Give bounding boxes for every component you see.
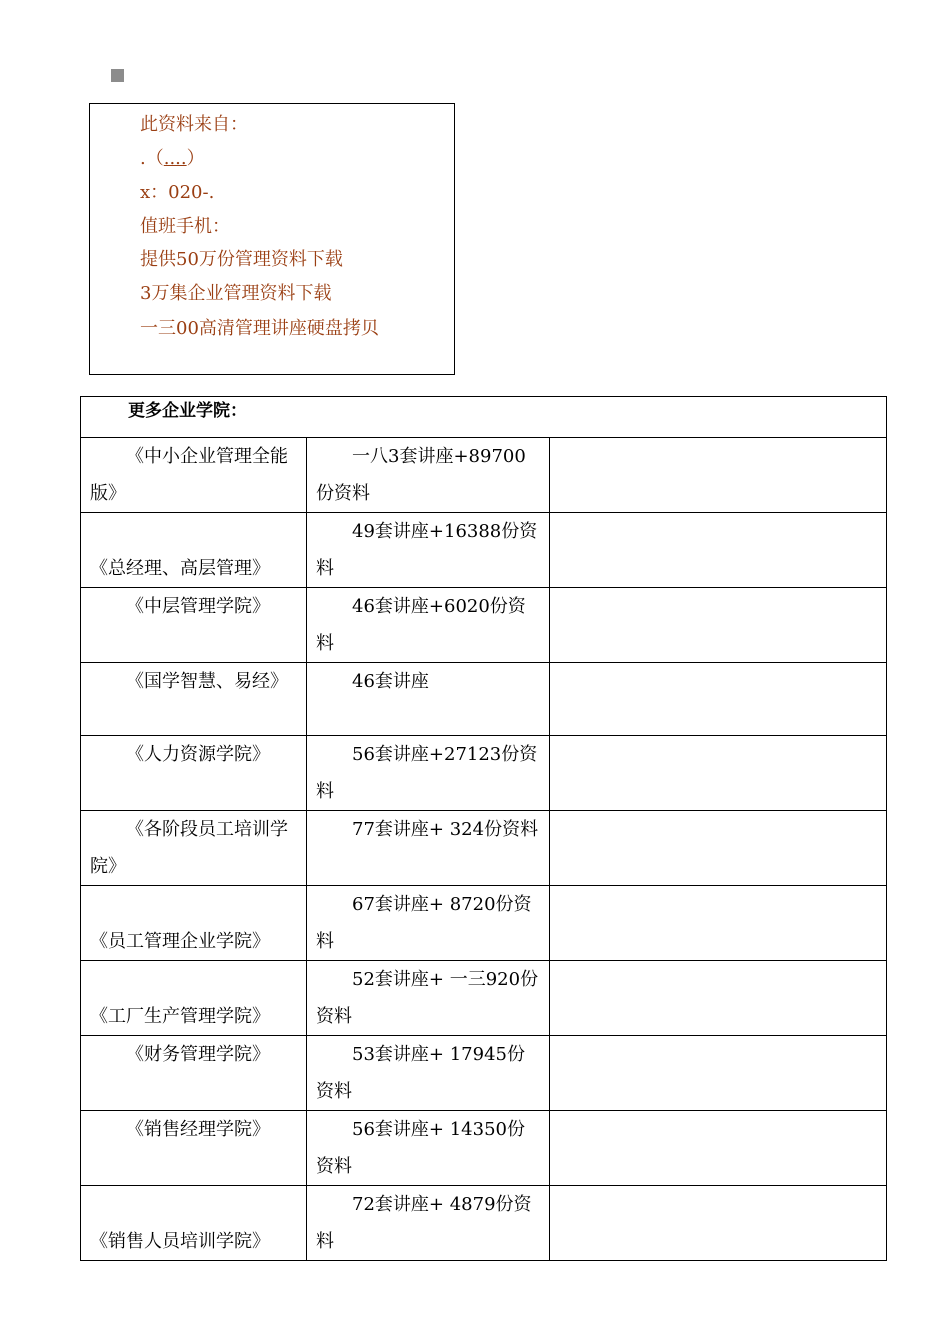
academy-name: 《各阶段员工培训学院》 [90,819,288,877]
academy-name-cell [81,1111,307,1186]
academy-desc-cell [307,1036,550,1111]
academy-desc: 46套讲座 [352,671,429,692]
academy-desc: 77套讲座+ 324份资料 [352,819,539,840]
academy-name: 《中小企业管理全能版》 [90,446,288,504]
academy-extra-cell [550,811,887,886]
table-row [81,961,887,1036]
academy-name: 《销售人员培训学院》 [90,1231,270,1252]
academy-desc: 一八3套讲座+89700份资料 [316,446,526,504]
info-phone-line: x：020-. [140,182,215,203]
academy-name-cell [81,1186,307,1261]
academy-name-cell [81,1036,307,1111]
academy-extra-cell [550,886,887,961]
academy-desc-cell [307,736,550,811]
academy-name: 《中层管理学院》 [126,596,270,617]
academy-desc: 46套讲座+6020份资料 [316,596,526,654]
academy-desc: 53套讲座+ 17945份资料 [316,1044,525,1102]
academy-desc: 52套讲座+ 一三920份资料 [316,969,539,1027]
academy-extra-cell [550,1036,887,1111]
table-row [81,1186,887,1261]
academy-desc: 56套讲座+ 14350份资料 [316,1119,525,1177]
info-url-suffix: ） [186,148,205,169]
academy-name: 《财务管理学院》 [126,1044,270,1065]
academy-name-cell [81,588,307,663]
academy-extra-cell [550,663,887,736]
info-box [89,103,455,375]
academy-desc-cell [307,588,550,663]
academy-desc: 67套讲座+ 8720份资料 [316,894,532,952]
academy-name-cell [81,438,307,513]
table-row [81,736,887,811]
academy-desc-cell [307,811,550,886]
academy-extra-cell [550,438,887,513]
bullet-square-icon [111,69,124,82]
info-offer-3: 一三00高清管理讲座硬盘拷贝 [140,318,379,339]
academy-name: 《国学智慧、易经》 [126,671,288,692]
table-row [81,588,887,663]
academy-extra-cell [550,1111,887,1186]
academy-desc-cell [307,886,550,961]
academy-desc-cell [307,1111,550,1186]
academy-name: 《销售经理学院》 [126,1119,270,1140]
academy-name: 《工厂生产管理学院》 [90,1006,270,1027]
academy-name-cell [81,886,307,961]
table-header: 更多企业学院： [81,397,887,438]
academy-name-cell [81,961,307,1036]
academy-desc-cell [307,961,550,1036]
academy-name: 《人力资源学院》 [126,744,270,765]
table-row [81,811,887,886]
academy-name-cell [81,663,307,736]
academy-desc: 56套讲座+27123份资料 [316,744,538,802]
table-row [81,1036,887,1111]
academy-extra-cell [550,961,887,1036]
table-row [81,438,887,513]
academy-extra-cell [550,588,887,663]
academy-desc-cell [307,438,550,513]
academy-extra-cell [550,513,887,588]
table-row [81,886,887,961]
info-offer-1: 提供50万份管理资料下载 [140,249,343,270]
table-header-row [81,397,887,438]
table-row [81,1111,887,1186]
academy-desc-cell [307,513,550,588]
info-source-label: 此资料来自： [140,114,248,135]
info-offer-2: 3万集企业管理资料下载 [140,283,332,304]
academy-name-cell [81,736,307,811]
academy-name: 《总经理、高层管理》 [90,558,270,579]
table-row [81,663,887,736]
academy-name-cell [81,811,307,886]
info-url-link[interactable]: .... [163,148,187,169]
academy-desc: 72套讲座+ 4879份资料 [316,1194,532,1252]
academy-desc-cell [307,663,550,736]
academies-table [80,396,887,1261]
table-row [81,513,887,588]
academy-name-cell [81,513,307,588]
academy-desc-cell [307,1186,550,1261]
academy-desc: 49套讲座+16388份资料 [316,521,538,579]
info-mobile-line: 值班手机： [140,216,230,237]
info-url-line [140,148,205,170]
academy-name: 《员工管理企业学院》 [90,931,270,952]
academy-extra-cell [550,1186,887,1261]
academy-extra-cell [550,736,887,811]
info-url-prefix: .（ [140,148,164,169]
